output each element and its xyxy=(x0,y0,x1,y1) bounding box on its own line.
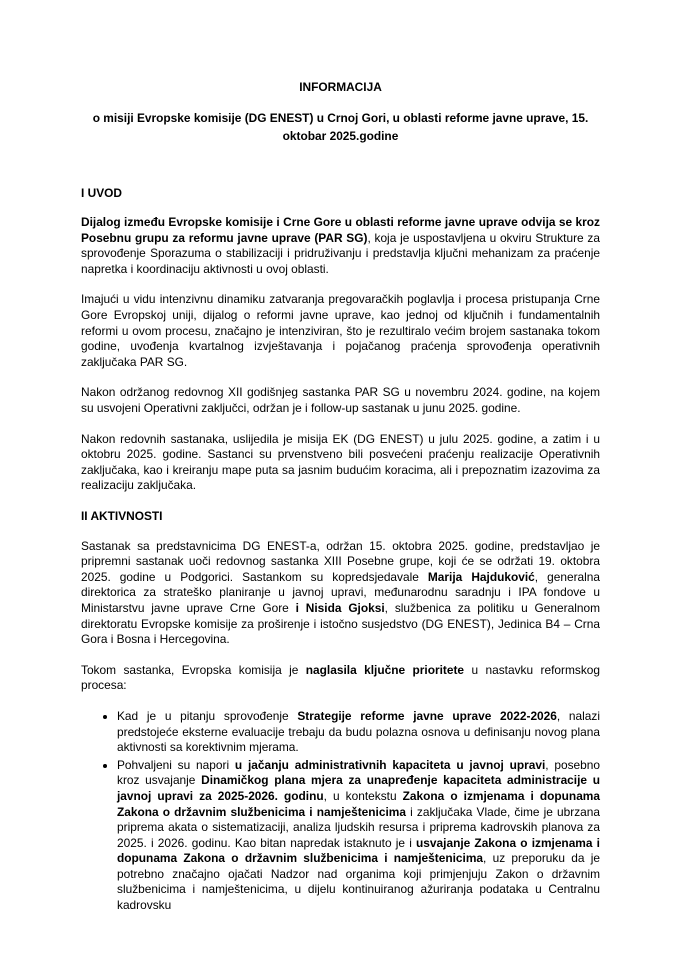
document-title: INFORMACIJA xyxy=(299,80,382,94)
section-heading-aktivnosti: II AKTIVNOSTI xyxy=(81,509,163,523)
bullet-item-kapaciteti: • Pohvaljeni su napori u jačanju administrativnih kapaciteta u javnoj upravi, posebno kroz usvajanje Dinamičkog plana mjera za unapređenje kapaciteta administracije u javnoj upravi za 2025-2026. godinu, u kontekstu Zakona o izmjenama i dopunama Zakona o državnim službenicima i namještenicima i zaključaka Vlade, čime je ubrzana priprema akata o sistematizaciji, analiza ljudskih resursa i priprema kadrovskih planova za 2025. i 2026. godinu. Kao bitan napredak istaknuto je i usvajanje Zakona o izmjenama i dopunama Zakona o državnim službenicima i namještenicima, uz preporuku da je potrebno značajno ojačati Nadzor nad organima koji primjenjuju Zakon o državnim službenicima i namještenicima, u dijelu kontinuiranog ažuriranja podataka u Centralnu kadrovsku xyxy=(117,758,600,914)
document-subtitle: o misiji Evropske komisije (DG ENEST) u Crnoj Gori, u oblasti reforme javne uprave, 15. oktobar 2025.godine xyxy=(92,110,589,144)
section-heading-uvod: I UVOD xyxy=(81,185,122,200)
paragraph-dijalog-par-sg: Dijalog između Evropske komisije i Crne Gore u oblasti reforme javne uprave odvija se kroz Posebnu grupu za reformu javne uprave (PAR SG), koja je uspostavljena u okviru Strukture za sprovođenje Sporazuma o stabilizaciji i pridruživanju i predstavlja ključni mehanizam za praćenje napretka i koordinaciju aktivnosti u ovoj oblasti. xyxy=(81,215,600,276)
priority-bullet-list xyxy=(81,709,600,914)
paragraph-misija-ek: Nakon redovnih sastanaka, uslijedila je misija EK (DG ENEST) u julu 2025. godine, a zatim i u oktobru 2025. godine. Sastanci su prvenstveno bili posvećeni praćenju realizacije Operativnih zaključaka, kao i kreiranju mape puta sa jasnim budućim koracima, ali i prepoznatim izazovima za realizaciju zaključaka. xyxy=(81,431,600,493)
paragraph-intenzivna-dinamika: Imajući u vidu intenzivnu dinamiku zatvaranja pregovaračkih poglavlja i procesa pristupanja Crne Gore Evropskoj uniji, dijalog o reformi javne uprave, kao jednoj od ključnih i fundamentalnih reformi u ovom procesu, značajno je intenziviran, što je rezultiralo većim brojem sastanaka tokom godine, uvođenja kvartalnog izvještavanja i pojačanog praćenja sprovođenja operativnih zaključaka PAR SG. xyxy=(81,292,600,369)
paragraph-kljucni-prioriteti-uvod: Tokom sastanka, Evropska komisija je naglasila ključne prioritete u nastavku reformskog procesa: xyxy=(81,662,600,693)
paragraph-xii-sastanak: Nakon održanog redovnog XII godišnjeg sastanka PAR SG u novembru 2024. godine, na kojem su usvojeni Operativni zaključci, održan je i follow-up sastanak u junu 2025. godine. xyxy=(81,385,600,416)
bullet-item-strategija: • Kad je u pitanju sprovođenje Strategije reforme javne uprave 2022-2026, nalazi predstojeće eksterne evaluacije trebaju da budu polazna osnova u definisanju novog plana aktivnosti sa korektivnim mjerama. xyxy=(117,709,600,756)
paragraph-sastanak-dg-enest: Sastanak sa predstavnicima DG ENEST-a, održan 15. oktobra 2025. godine, predstavljao je pripremni sastanak uoči redovnog sastanka XIII Posebne grupe, koji će se održati 19. oktobra 2025. godine u Podgorici. Sastankom su kopredsjedavale Marija Hajduković, generalna direktorica za strateško planiranje u javnoj upravi, međunarodnu saradnju i IPA fondove u Ministarstvu javne uprave Crne Gore i Nisida Gjoksi, službenica za politiku u Generalnom direktoratu Evropske komisije za proširenje i istočno susjedstvo (DG ENEST), Jedinica B4 – Crna Gora i Bosna i Hercegovina. xyxy=(81,538,601,647)
